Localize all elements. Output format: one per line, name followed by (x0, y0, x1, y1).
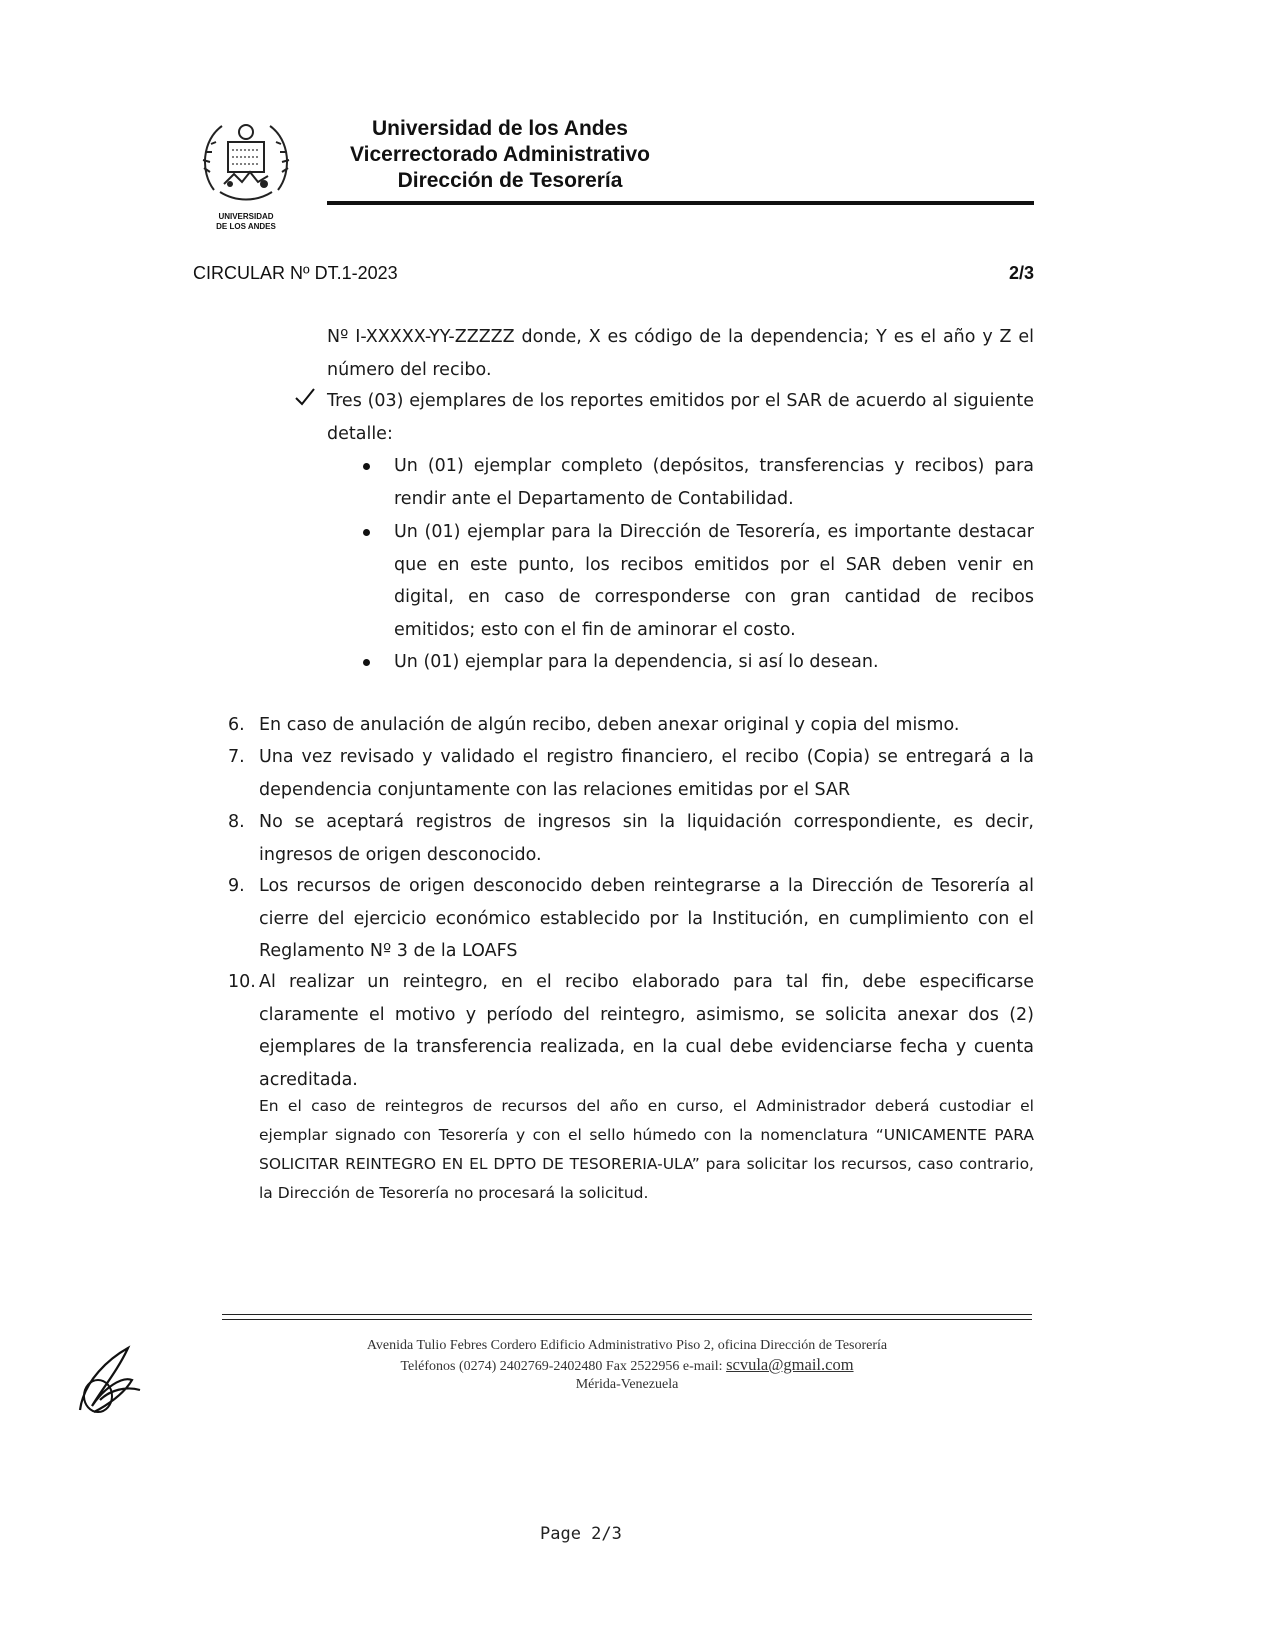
circular-number: CIRCULAR Nº DT.1-2023 (193, 263, 398, 283)
signature-mark (70, 1340, 150, 1420)
page-number: Page 2/3 (540, 1524, 622, 1544)
item-7-text: Una vez revisado y validado el registro financiero, el recibo (Copia) se entregará a la dependencia conjuntamente con las relaciones emitidas por el SAR (259, 747, 1034, 800)
bullet-item-3: Un (01) ejemplar para la dependencia, si así lo desean. (394, 652, 879, 672)
item-number: 10. (228, 972, 256, 992)
logo-caption-line2: DE LOS ANDES (216, 222, 276, 231)
header-university: Universidad de los Andes (372, 117, 628, 140)
footer-email-link[interactable]: scvula@gmail.com (726, 1355, 854, 1374)
bullet-item-2: Un (01) ejemplar para la Dirección de Tesorería, es importante destacar que en este punto, los recibos emitidos por el SAR deben venir en digital, en caso de corresponderse con gran cantidad de recibos emitidos; esto con el fin de aminorar el costo. (394, 522, 1034, 640)
bullet-icon (363, 463, 370, 470)
item-8-text: No se aceptará registros de ingresos sin la liquidación correspondiente, es decir, ingresos de origen desconocido. (259, 812, 1034, 865)
bullet-icon (363, 529, 370, 536)
header-rule (327, 201, 1034, 205)
header-vicerrectorado: Vicerrectorado Administrativo (350, 143, 650, 166)
item-number: 8. (228, 812, 245, 832)
university-seal-logo (196, 112, 296, 237)
logo-caption-line1: UNIVERSIDAD (218, 212, 274, 221)
footer-contact (222, 1356, 1032, 1376)
item-number: 6. (228, 715, 245, 735)
item-number: 9. (228, 876, 245, 896)
item-9-text: Los recursos de origen desconocido deben reintegrarse a la Dirección de Tesorería al cierre del ejercicio económico establecido por la Institución, en cumplimiento con el Reglamento Nº 3 de la LOAFS (259, 876, 1034, 961)
checkmark-icon (293, 385, 317, 409)
footer-city: Mérida-Venezuela (575, 1377, 679, 1392)
bullet-item-1: Un (01) ejemplar completo (depósitos, transferencias y recibos) para rendir ante el Departamento de Contabilidad. (394, 456, 1034, 509)
item-number: 7. (228, 747, 245, 767)
footer-phones: Teléfonos (0274) 2402769-2402480 Fax 2522956 e-mail: (400, 1359, 727, 1374)
page-fraction: 2/3 (1008, 263, 1034, 283)
intro-paragraph: Nº I-XXXXX-YY-ZZZZZ donde, X es código de la dependencia; Y es el año y Z el número del recibo. (327, 327, 1034, 380)
check-item-text: Tres (03) ejemplares de los reportes emitidos por el SAR de acuerdo al siguiente detalle: (327, 391, 1034, 444)
seal-icon (196, 112, 296, 212)
item-6-text: En caso de anulación de algún recibo, deben anexar original y copia del mismo. (259, 715, 960, 735)
footer-rule (222, 1319, 1032, 1320)
header-direccion: Dirección de Tesorería (397, 169, 623, 192)
reintegro-note: En el caso de reintegros de recursos del año en curso, el Administrador deberá custodiar el ejemplar signado con Tesorería y con el sello húmedo con la nomenclatura “UNICAMENTE PARA SOLICITAR REINTEGRO EN EL DPTO DE TESORERIA-ULA” para solicitar los recursos, caso contrario, la Dirección de Tesorería no procesará la solicitud. (259, 1097, 1034, 1202)
footer-address: Avenida Tulio Febres Cordero Edificio Administrativo Piso 2, oficina Dirección de Tesorería (366, 1338, 888, 1353)
item-10-text: Al realizar un reintegro, en el recibo elaborado para tal fin, debe especificarse claramente el motivo y período del reintegro, asimismo, se solicita anexar dos (2) ejemplares de la transferencia realizada, en la cual debe evidenciarse fecha y cuenta acreditada. (259, 972, 1034, 1090)
bullet-icon (363, 659, 370, 666)
footer-rule (222, 1314, 1032, 1315)
